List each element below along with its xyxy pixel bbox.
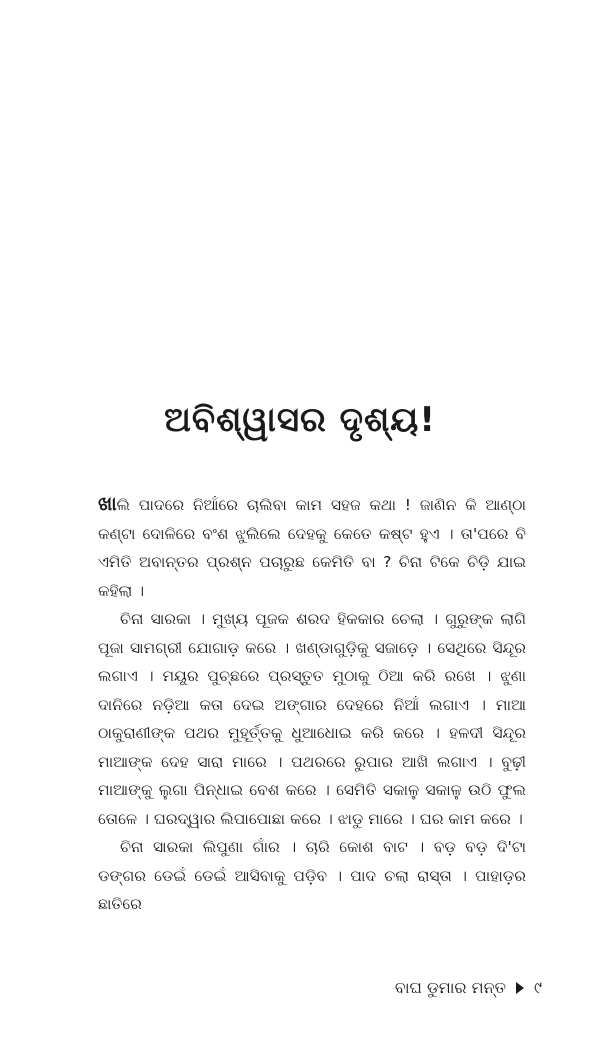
paragraph-3 xyxy=(98,833,526,919)
drop-cap: ଖା xyxy=(98,493,117,515)
paragraph-2-text: ଚିନା ସାରକା । ମୁଖ୍ୟ ପୂଜକ ଶରଦ ହିକକାର ଚେଲା । ଗୁରୁଙ୍କ ଲାଗି ପୂଜା ସାମଗ୍ରୀ ଯୋଗାଡ଼ କରେ । ଖଣ୍ଡାଗୁଡ଼ିକୁ ସଜାଡ଼େ । ସେଥିରେ ସିନ୍ଦୂର ଲଗାଏ । ମୟୂର ପୁଚ୍ଛରେ ପ୍ରସ୍ତୁତ ମୁଠାକୁ ଠିଆ କରି ରଖେ । ଝୁଣା ଦାନିରେ ନଡ଼ିଆ କତା ଦେଇ ଅଙ୍ଗାର ଦେହରେ ନିଆଁ ଲଗାଏ । ମାଆ ଠାକୁରାଣୀଙ୍କ ପଥର ମୁହୂର୍ତ୍ତକୁ ଧୁଆଧୋଇ କରି କରେ । ହଳଦୀ ସିନ୍ଦୂର ମାଆଙ୍କ ଦେହ ସାରା ମାରେ । ପଥରରେ ରୁପାର ଆଖି ଲଗାଏ । ବୁଢ଼ୀ ମାଆଙ୍କୁ ଲୁଗା ପିନ୍ଧାଇ ବେଶ କରେ । ସେମିତି ସକାଳୁ ସକାଳୁ ଉଠି ଫୁଲ ତୋଳେ । ଘରଦ୍ୱାର ଲିପାପୋଛା କରେ । ଝାଡୁ ମାରେ । ଘର କାମ କରେ । xyxy=(98,610,526,828)
triangle-right-icon xyxy=(516,982,524,994)
paragraph-1-text: ଲି ପାଦରେ ନିଆଁରେ ଚାଲିବା କାମ ସହଜ କଥା ! ଜାଣିନ କି ଆଣ୍ଠା କଣ୍ଟା ଦୋଳିରେ ବଂଶ ଝୁଲିଲେ ଦେହକୁ କେତେ କଷ୍ଟ ହୁଏ । ତା'ପରେ ବି ଏମିତି ଅବାନ୍ତର ପ୍ରଶ୍ନ ପଚାରୁଛ କେମିତି ବା ? ଚିନା ଟିକେ ଚିଡ଼ି ଯାଇ କହିଲା । xyxy=(98,496,526,600)
paragraph-1 xyxy=(98,490,526,605)
body-text xyxy=(98,490,526,919)
running-book-title: ବାଘ ଡୁମାର ମନ୍ତ xyxy=(394,978,507,997)
chapter-title: ଅବିଶ୍ୱାସର ଦୃଶ୍ୟ! xyxy=(164,400,436,440)
page-number: ୯ xyxy=(534,978,542,997)
paragraph-2 xyxy=(98,605,526,833)
paragraph-3-text: ଚିନା ସାରକା ଲିପୁଣା ଗାଁର । ଚାରି କୋଶ ବାଟ । ବଡ଼ ବଡ଼ ଦି'ଟା ଡଙ୍ଗର ଡେଇଁ ଡେଇଁ ଆସିବାକୁ ପଡ଼ିବ । ପାଦ ଚଲା ରାସ୍ତା । ପାହାଡ଼ର ଛାତିରେ xyxy=(98,838,526,913)
page-footer xyxy=(395,978,542,998)
